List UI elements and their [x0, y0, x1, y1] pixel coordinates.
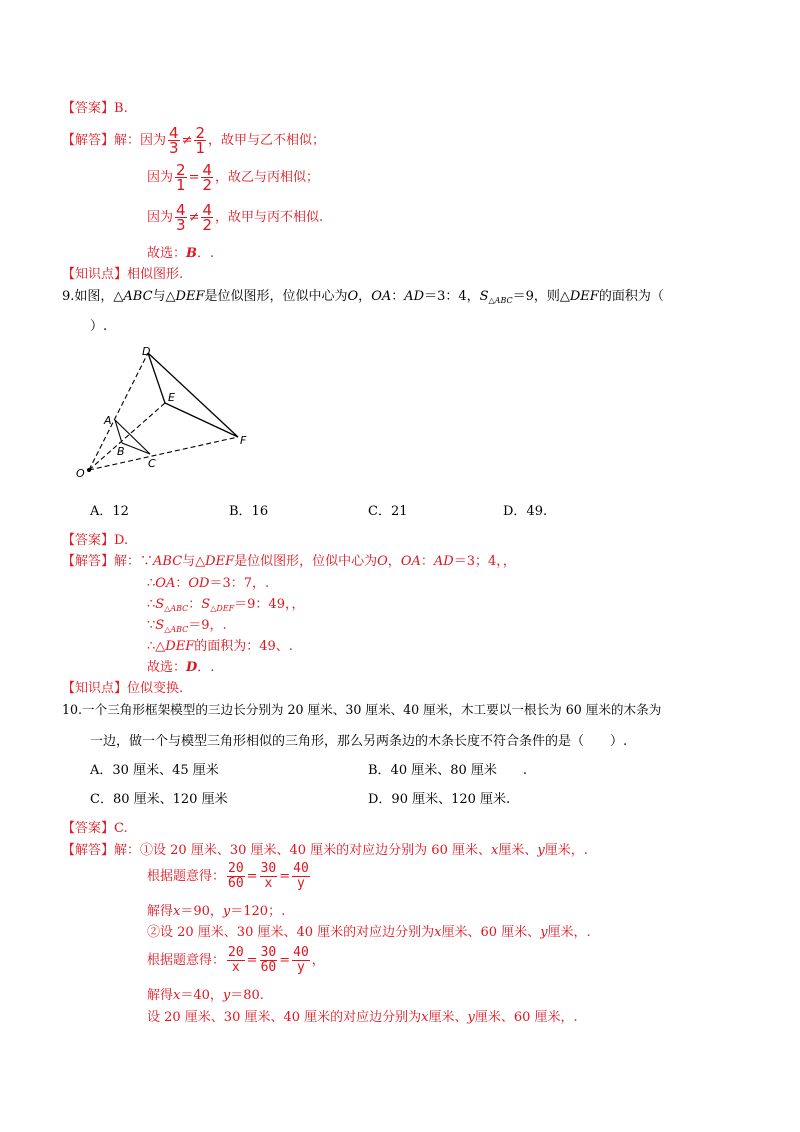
label-a: A	[104, 414, 112, 427]
label-f: F	[240, 434, 247, 447]
q9-question-line-1: 9.如图，△ABC与△DEF是位似图形，位似中心为O，OA：AD＝3：4，$S_{\triangle ABC}=9$，则△DEF的面积为（	[62, 289, 664, 305]
q10-solution-line-7: 设 20 厘米、30 厘米、40 厘米的对应边分别为x厘米、y厘米、60 厘米，.	[147, 1010, 578, 1025]
q10-question-line-2: 一边，做一个与模型三角形相似的三角形，那么另两条边的木条长度不符合条件的是（ ）.	[90, 734, 628, 749]
q8-knowledge-line	[62, 266, 183, 284]
fraction: $\frac{4}{2}$	[202, 161, 213, 194]
label-e: E	[168, 391, 175, 404]
q9-solution-line-6: 故选：D．.	[147, 660, 215, 675]
q8-choose-line: 故选：B．.	[147, 246, 215, 261]
q9-question-line-2: ）.	[90, 319, 108, 334]
solution-text: 解：因为	[114, 133, 167, 148]
q9-option-c: C．21	[368, 504, 408, 519]
label-o: O	[76, 467, 85, 480]
q9-knowledge-line: 【知识点】位似变换.	[62, 681, 184, 696]
answer-tag: 【答案】	[62, 101, 115, 116]
fraction: $\frac{20}{x}$	[228, 945, 244, 975]
neq-sign: ≠	[181, 133, 193, 148]
q9-solution-line-5: ∴△DEF的面积为：49、.	[147, 639, 293, 654]
q10-solution-line-2: 根据题意得： $\frac{20}{60}$ = $\frac{30}{x}$ = $\frac{40}{y}$	[147, 861, 309, 891]
q10-solution-line-4: ②设 20 厘米、30 厘米、40 厘米的对应边分别为x厘米、60 厘米、y厘米，.	[147, 925, 591, 940]
q8-solution-line-3: 因为 $\frac{4}{3}$ ≠ $\frac{4}{2}$ ，故甲与丙不相似.	[147, 201, 324, 234]
q10-option-b: B．40 厘米、80 厘米 .	[368, 763, 528, 778]
knowledge-tag: 【知识点】	[62, 267, 128, 282]
solution-text: ，故甲与乙不相似；	[208, 133, 326, 148]
fraction: $\frac{2}{1}$	[176, 161, 186, 194]
q10-solution-line-5: 根据题意得： $\frac{20}{x}$ = $\frac{30}{60}$ = $\frac{40}{y}$ ，	[147, 945, 325, 975]
knowledge-value: 相似图形.	[127, 267, 184, 282]
q10-solution-line-6: 解得x＝40，y＝80.	[147, 988, 264, 1003]
fraction: $\frac{40}{y}$	[293, 945, 309, 975]
fraction: $\frac{2}{1}$	[195, 124, 206, 157]
q9-solution-line-4: $\because S_{\triangle ABC}=9$，.	[147, 618, 227, 634]
q10-option-c: C．80 厘米、120 厘米	[90, 792, 228, 807]
fraction: $\frac{4}{2}$	[202, 201, 213, 234]
q10-answer-line: 【答案】C.	[62, 821, 128, 836]
q10-question-line-1: 10.一个三角形框架模型的三边长分别为 20 厘米、30 厘米、40 厘米，木工要以一根长为 60 厘米的木条为	[62, 702, 662, 717]
q9-solution-line-2: ∴OA：OD＝3：7，.	[147, 576, 270, 591]
q9-option-d: D．49.	[503, 504, 548, 519]
label-c: C	[148, 457, 156, 470]
q9-option-a: A．12	[90, 504, 129, 519]
answer-value: B.	[114, 101, 128, 116]
q8-solution-line-1	[62, 122, 325, 160]
q9-solution-line-1: 【解答】解：∵ABC与△DEF是位似图形，位似中心为O，OA：AD＝3；4，，	[62, 554, 516, 569]
ray-of	[89, 437, 238, 470]
q9-answer-line: 【答案】D.	[62, 533, 129, 548]
homothety-figure	[70, 340, 270, 490]
fraction: $\frac{20}{60}$	[228, 861, 244, 891]
fraction: $\frac{30}{60}$	[260, 945, 277, 975]
solution-tag: 【解答】	[62, 133, 115, 148]
q9-option-b: B．16	[229, 504, 269, 519]
q10-option-d: D．90 厘米、120 厘米.	[368, 792, 511, 807]
fraction: $\frac{30}{x}$	[260, 861, 277, 891]
triangle-def	[148, 353, 238, 437]
q8-solution-line-2: 因为 $\frac{2}{1}$ = $\frac{4}{2}$ ，故乙与丙相似；	[147, 161, 320, 194]
q10-solution-line-1: 【解答】解：①设 20 厘米、30 厘米、40 厘米的对应边分别为 60 厘米、x厘米、y厘米，.	[62, 843, 588, 858]
q10-solution-line-3: 解得x＝90，y＝120；.	[147, 904, 286, 919]
q10-option-a: A．30 厘米、45 厘米	[90, 763, 219, 778]
fraction: $\frac{40}{y}$	[293, 861, 309, 891]
fraction: $\frac{4}{3}$	[176, 201, 186, 234]
fraction: $\frac{4}{3}$	[169, 124, 179, 157]
label-d: D	[142, 345, 151, 358]
center-point-o	[87, 468, 91, 472]
q8-answer-line	[62, 100, 128, 118]
label-b: B	[117, 445, 125, 458]
q9-solution-line-3: $\therefore S_{\triangle ABC}$：$S_{\triangle DEF}=9$：49，，	[147, 597, 305, 613]
